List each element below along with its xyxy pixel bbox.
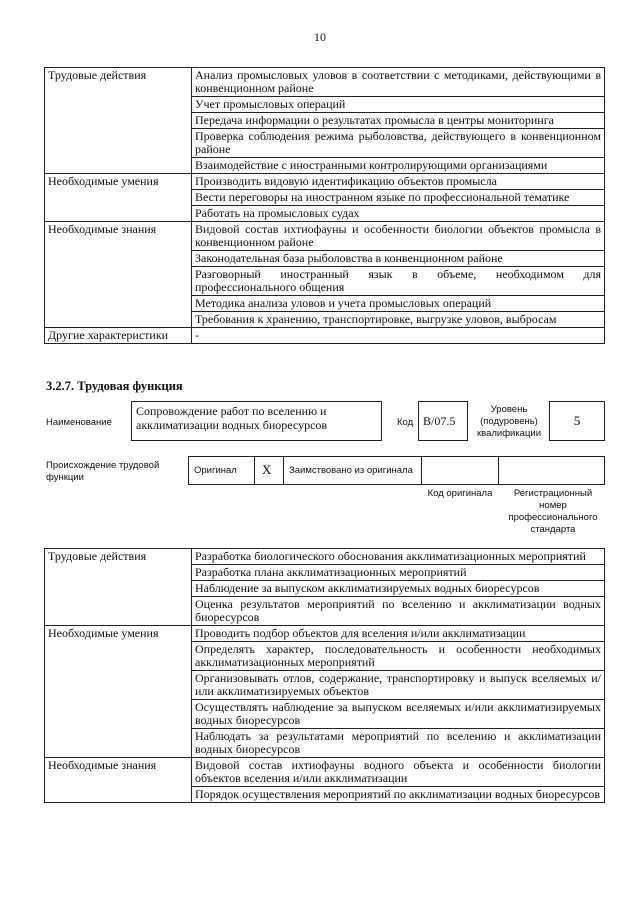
- row-value: Разговорный иностранный язык в объеме, необходимом для профессионального общения: [192, 267, 605, 296]
- row-value: Учет промысловых операций: [192, 97, 605, 113]
- row-value: Разработка биологического обоснования акклиматизационных мероприятий: [192, 549, 605, 565]
- original-label: Оригинал: [194, 465, 237, 476]
- table-row: [45, 328, 605, 344]
- row-value: Разработка плана акклиматизационных мероприятий: [192, 565, 605, 581]
- row-value: Вести переговоры на иностранном языке по профессиональной тематике: [192, 190, 605, 206]
- level-label: Уровень (подуровень) квалификации: [476, 404, 542, 439]
- row-value: Проверка соблюдения режима рыболовства, действующего в конвенционном районе: [192, 129, 605, 158]
- labor-function-table-1: [44, 67, 605, 344]
- row-value: Проводить подбор объектов для вселения и/или акклиматизации: [192, 626, 605, 642]
- row-label: Необходимые знания: [45, 222, 192, 328]
- table-row: [45, 549, 605, 565]
- row-value: Организовывать отлов, содержание, транспортировку и выпуск вселяемых и/или акклиматизируемых объектов: [192, 671, 605, 700]
- level-value: 5: [573, 413, 581, 428]
- original-mark: X: [262, 462, 272, 477]
- row-label: Необходимые умения: [45, 626, 192, 758]
- row-value: Законодательная база рыболовства в конвенционном районе: [192, 251, 605, 267]
- row-value: Порядок осуществления мероприятий по акклиматизации водных биоресурсов: [192, 787, 605, 803]
- registration-caption: Регистрационный номер профессионального стандарта: [508, 488, 598, 535]
- origin-label: Происхождение трудовой функции: [46, 460, 160, 483]
- row-value: -: [192, 328, 605, 344]
- row-value: Видовой состав ихтиофауны водного объекта и особенности биологии объектов вселения и/или акклиматизации: [192, 758, 605, 787]
- original-code-caption: Код оригинала: [427, 488, 493, 499]
- page-number: 10: [314, 30, 326, 44]
- row-value: Оценка результатов мероприятий по вселению и акклиматизации водных биоресурсов: [192, 597, 605, 626]
- row-value: Взаимодействие с иностранными контролирующими организациями: [192, 158, 605, 174]
- table-row: [45, 626, 605, 642]
- row-label: Трудовые действия: [45, 549, 192, 626]
- row-value: Видовой состав ихтиофауны и особенности биологии объектов промысла в конвенционном районе: [192, 222, 605, 251]
- row-label: Трудовые действия: [45, 68, 192, 174]
- row-label: Необходимые умения: [45, 174, 192, 222]
- row-value: Анализ промысловых уловов в соответствии с методиками, действующими в конвенционном районе: [192, 68, 605, 97]
- table-row: [45, 174, 605, 190]
- name-label: Наименование: [46, 417, 112, 428]
- row-value: Наблюдать за результатами мероприятий по вселению и акклиматизации водных биоресурсов: [192, 729, 605, 758]
- borrowed-label: Заимствовано из оригинала: [289, 465, 413, 476]
- section-title: 3.2.7. Трудовая функция: [46, 379, 183, 393]
- row-value: Наблюдение за выпуском акклиматизируемых водных биоресурсов: [192, 581, 605, 597]
- level-value-box: [549, 401, 605, 441]
- row-value: Требования к хранению, транспортировке, выгрузке уловов, выбросам: [192, 312, 605, 328]
- name-value: Сопровождение работ по вселению и акклиматизации водных биоресурсов: [136, 404, 328, 432]
- row-value: Производить видовую идентификацию объектов промысла: [192, 174, 605, 190]
- table-row: [45, 222, 605, 251]
- name-value-box: [131, 401, 382, 441]
- table-row: [45, 68, 605, 97]
- labor-function-table-2: [44, 548, 605, 803]
- code-label: Код: [397, 417, 414, 428]
- row-label: Другие характеристики: [45, 328, 192, 344]
- row-value: Методика анализа уловов и учета промысловых операций: [192, 296, 605, 312]
- row-label: Необходимые знания: [45, 758, 192, 803]
- row-value: Осуществлять наблюдение за выпуском вселяемых и/или акклиматизируемых водных биоресурсов: [192, 700, 605, 729]
- table-row: [45, 758, 605, 787]
- row-value: Работать на промысловых судах: [192, 206, 605, 222]
- code-value: B/07.5: [423, 414, 456, 428]
- code-value-box: [418, 401, 468, 441]
- row-value: Передача информации о результатах промысла в центры мониторинга: [192, 113, 605, 129]
- row-value: Определять характер, последовательность и особенности необходимых акклиматизационных мероприятий: [192, 642, 605, 671]
